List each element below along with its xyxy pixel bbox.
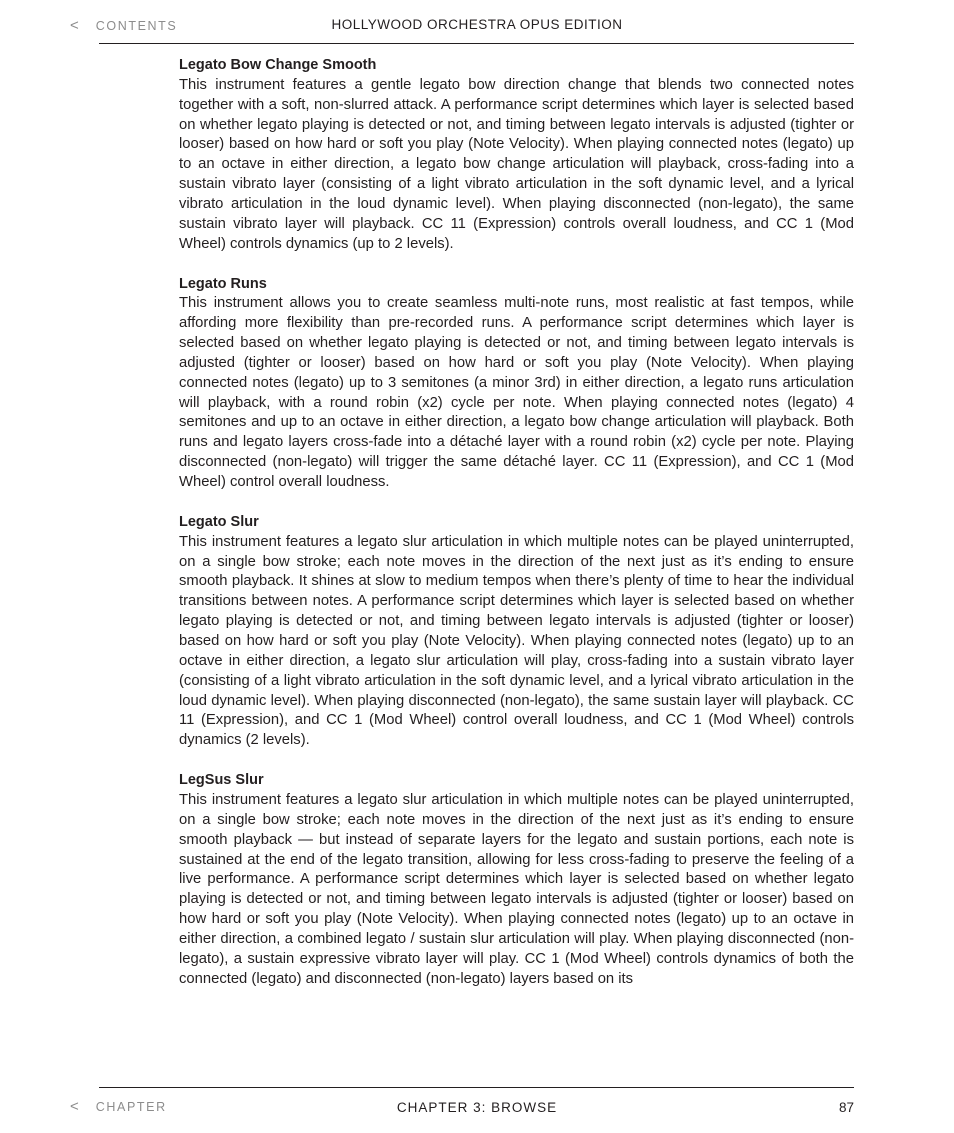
chevron-left-icon: <: [70, 17, 79, 34]
section-legsus-slur: [179, 771, 854, 989]
section-legato-bow-change-smooth: [179, 56, 854, 255]
section-heading: LegSus Slur: [179, 772, 264, 789]
section-body: This instrument features a gentle legato bow direction change that blends two connected notes together with a soft, non-slurred attack. A performance script determines which layer is selected based on whether legato playing is detected or not, and timing between legato intervals is adjusted (tighter or looser) based on how hard or soft you play (Note Velocity). When playing connected notes (legato) up to an octave in either direction, a legato bow change articulation will playback, cross-fading into a sustain vibrato layer (consisting of a light vibrato articulation in the soft dynamic level, and a lyrical vibrato articulation in the loud dynamic level). When playing disconnected (non-legato), the same sustain vibrato layer will playback. CC 11 (Expression) controls overall loudness, and CC 1 (Mod Wheel) controls dynamics (up to 2 levels).: [179, 76, 854, 252]
chapter-title: CHAPTER 3: BROWSE: [396, 1100, 558, 1115]
document-title: HOLLYWOOD ORCHESTRA OPUS EDITION: [331, 17, 623, 32]
section-heading: Legato Runs: [179, 275, 267, 292]
section-legato-runs: [179, 275, 854, 493]
chevron-left-icon: <: [70, 1098, 79, 1115]
contents-label: CONTENTS: [95, 18, 178, 33]
page-content: [179, 56, 854, 1010]
page-number: 87: [838, 1100, 854, 1115]
section-heading: Legato Bow Change Smooth: [179, 57, 377, 73]
header-divider: [99, 43, 854, 44]
chapter-label: CHAPTER: [95, 1099, 167, 1114]
section-body: This instrument features a legato slur articulation in which multiple notes can be played uninterrupted, on a single bow stroke; each note moves in the direction of the next just as it’s ending to ensure smooth playback. It shines at slow to medium tempos when there’s plenty of time to hear the individual transitions between notes. A performance script determines which layer is selected based on whether legato playing is detected or not, and timing between legato intervals is adjusted (tighter or looser) based on how hard or soft you play (Note Velocity). When playing connected notes (legato) up to an octave in either direction, a legato slur articulation will play, cross-fading into a sustain vibrato layer (consisting of a light vibrato articulation in the soft dynamic level, and a lyrical vibrato articulation in the loud dynamic level). When playing disconnected (non-legato), the same sustain layer will playback. CC 11 (Expression), and CC 1 (Mod Wheel) control overall loudness, and CC 1 (Mod Wheel) controls dynamics (2 levels).: [179, 533, 854, 749]
footer-divider: [99, 1087, 854, 1088]
section-legato-slur: [179, 513, 854, 751]
section-body: This instrument features a legato slur articulation in which multiple notes can be played uninterrupted, on a single bow stroke; each note moves in the direction of the next just as it’s ending to ensure smooth playback — but instead of separate layers for the legato and sustain portions, each note is sustained at the end of the legato transition, allowing for less cross-fading to preserve the feeling of a live performance. A performance script determines which layer is selected based on whether legato playing is detected or not, and timing between legato intervals is adjusted (tighter or looser) based on how hard or soft you play (Note Velocity). When playing connected notes (legato) up to an octave in either direction, a combined legato / sustain slur articulation will play. When playing disconnected (non-legato), a sustain expressive vibrato layer will play. CC 1 (Mod Wheel) controls dynamics of both the connected (legato) and disconnected (non-legato) layers based on its: [179, 791, 854, 987]
section-body: This instrument allows you to create seamless multi-note runs, most realistic at fast tempos, while affording more flexibility than pre-recorded runs. A performance script determines which layer is selected based on whether legato playing is detected or not, and timing between legato intervals is adjusted (tighter or looser) based on how hard or soft you play (Note Velocity). When playing connected notes (legato) up to 3 semitones (a minor 3rd) in either direction, a legato runs articulation will playback, with a round robin (x2) cycle per note. When playing connected notes (legato) 4 semitones and up to an octave in either direction, a legato bow change articulation will playback. Both runs and legato layers cross-fade into a détaché layer with a round robin (x2) cycle per note. Playing disconnected (non-legato) will trigger the same détaché layer. CC 11 (Expression), and CC 1 (Mod Wheel) control overall loudness.: [179, 295, 854, 491]
section-heading: Legato Slur: [179, 513, 259, 530]
